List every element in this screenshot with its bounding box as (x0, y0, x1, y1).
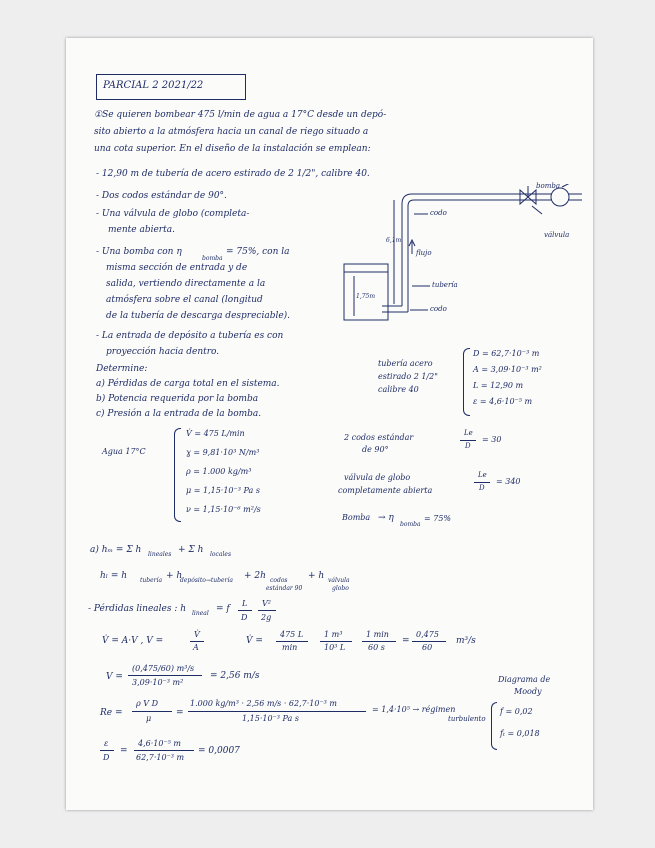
hl-term-deposito: depósito→tubería (180, 577, 233, 584)
diagram-valvula-label: válvula (544, 231, 570, 239)
perdidas-eq: = f (216, 604, 230, 614)
v-frac (128, 675, 202, 676)
perdidas-2g: 2g (261, 613, 272, 622)
valvula-label-1: válvula de globo (344, 473, 411, 482)
solution-a-lineales: lineales (148, 551, 172, 558)
problem-line-2: sito abierto a la atmósfera hacia un canal de riego situado a (94, 127, 369, 137)
flow-den4: 60 (422, 643, 433, 652)
flow-den1: min (282, 643, 298, 652)
diagram-codo-bottom-label: codo (430, 305, 447, 313)
hl-term-tuberia: tubería (140, 577, 163, 584)
valvula-fraction-line (474, 482, 490, 483)
item-bomba-eta-value: = 75%, con la (226, 247, 290, 257)
item-entrada: - La entrada de depósito a tubería es con (96, 331, 284, 341)
water-viscosity: μ = 1,15·10⁻³ Pa s (186, 486, 260, 495)
perdidas-L: L (242, 599, 248, 608)
re-num: ρ V D (136, 699, 158, 708)
valvula-value: = 340 (496, 477, 521, 486)
hl-term-codos-std: estándar 90 (266, 585, 303, 592)
problem-line-1: ①Se quieren bombear 475 l/min de agua a 17°C desde un depó- (94, 110, 387, 120)
diagram-height-label: 6,1m (386, 237, 402, 244)
re-den: μ (146, 714, 152, 723)
flow-num3: 1 min (366, 630, 389, 639)
eps-result: = 0,0007 (198, 746, 240, 756)
eps-frac (100, 750, 114, 751)
water-kinematic-viscosity: ν = 1,15·10⁻⁶ m²/s (186, 505, 261, 514)
pipe-label-1: tubería acero (378, 359, 433, 368)
flow-unit: m³/s (456, 636, 476, 646)
eps-frac2 (134, 750, 194, 751)
codos-label-2: de 90° (362, 445, 389, 454)
hl-term-plus3: + h (308, 571, 325, 581)
pump-circle (551, 188, 569, 206)
question-c: c) Presión a la entrada de la bomba. (96, 409, 262, 419)
item-entrada-cont: proyección hacia dentro. (106, 347, 220, 357)
perdidas-frac1 (238, 610, 252, 611)
hl-term-valvula: válvula (328, 577, 350, 584)
item-bomba: - Una bomba con η (96, 247, 182, 257)
pipe-label-3: calibre 40 (378, 385, 419, 394)
problem-line-3: una cota superior. En el diseño de la instalación se emplean: (94, 144, 371, 154)
pipe-label-2: estirado 2 1/2" (378, 372, 438, 381)
solution-a-line: a) hₘ = Σ h (90, 545, 142, 555)
flow-A: A (193, 643, 199, 652)
flow-frac2 (320, 641, 352, 642)
pipe-length: L = 12,90 m (473, 381, 524, 390)
v-num: (0,475/60) m³/s (132, 664, 195, 673)
perdidas-sub: lineal (192, 610, 209, 617)
flow-num1: 475 L (280, 630, 304, 639)
flow-V: V̇ (194, 630, 200, 639)
item-bomba-line5: de la tubería de descarga despreciable). (106, 311, 291, 321)
pipe-area: A = 3,09·10⁻³ m² (473, 365, 542, 374)
flow-den2: 10³ L (324, 643, 346, 652)
moody-f: f = 0,02 (500, 707, 533, 716)
item-tuberia: - 12,90 m de tubería de acero estirado de 2 1/2", calibre 40. (96, 169, 370, 179)
water-density: ρ = 1.000 kg/m³ (186, 467, 252, 476)
solution-a-locales: locales (210, 551, 232, 558)
hl-term-plus2: + 2h (244, 571, 266, 581)
re-result: = 1,4·10⁵ → régimen (372, 705, 456, 714)
pipe-roughness: ε = 4,6·10⁻⁵ m (473, 397, 533, 406)
valvula-den: D (479, 484, 485, 492)
perdidas-frac2 (258, 610, 276, 611)
codos-arrow-num: Le (464, 429, 473, 437)
moody-brace (491, 702, 497, 750)
eps-num: ε (104, 739, 109, 748)
item-bomba-eta-sub: bomba (202, 255, 223, 262)
re-regimen: turbulento (448, 715, 486, 723)
bomba-eff-value: = 75% (424, 514, 452, 523)
re-num2: 1.000 kg/m³ · 2,56 m/s · 62,7·10⁻³ m (190, 699, 337, 708)
perdidas-label: - Pérdidas lineales : h (88, 604, 187, 614)
v-result: = 2,56 m/s (210, 671, 260, 681)
diagram-depth-label: 1,75m (356, 293, 376, 300)
eps-den: D (103, 753, 110, 762)
codos-value: = 30 (482, 435, 502, 444)
moody-ft: fₜ = 0,018 (500, 729, 540, 738)
flow-num2: 1 m³ (324, 630, 343, 639)
notebook-page (66, 38, 593, 810)
hl-term-codos: codos (270, 577, 288, 584)
codos-fraction-line (460, 440, 476, 441)
question-a: a) Pérdidas de carga total en el sistema. (96, 379, 280, 389)
perdidas-v2: V² (262, 599, 271, 608)
moody-label-2: Moody (514, 687, 542, 696)
flow-frac4 (412, 641, 446, 642)
question-b: b) Potencia requerida por la bomba (96, 394, 259, 404)
bomba-eff-sub: bomba (400, 521, 421, 528)
eps-num2: 4,6·10⁻⁵ m (138, 739, 182, 748)
flow-eq1: V̇ = A·V , V = (102, 636, 164, 646)
re-label: Re = (100, 708, 123, 718)
flow-frac0 (190, 641, 204, 642)
item-valvula: - Una válvula de globo (completa- (96, 209, 250, 219)
bomba-eff-label: Bomba (342, 513, 371, 522)
hl-line: hₗ = h (100, 571, 128, 581)
re-frac2 (188, 711, 366, 712)
eps-den2: 62,7·10⁻³ m (136, 753, 185, 762)
item-bomba-line3: salida, vertiendo directamente a la (106, 279, 266, 289)
v-den: 3,09·10⁻³ m² (132, 678, 184, 687)
eps-eq: = (120, 746, 128, 756)
page-title: PARCIAL 2 2021/22 (103, 80, 204, 91)
re-frac (132, 711, 172, 712)
determine-label: Determine: (96, 364, 148, 374)
diagram-flujo-label: flujo (416, 249, 432, 257)
codos-den: D (465, 442, 471, 450)
pipe-diameter: D = 62,7·10⁻³ m (473, 349, 540, 358)
pump-system-diagram (342, 184, 582, 334)
re-eq: = (176, 708, 184, 718)
flow-num4: 0,475 (416, 630, 439, 639)
diagram-bomba-label: bomba (536, 182, 560, 190)
water-label: Agua 17°C (102, 447, 146, 456)
flow-den3: 60 s (368, 643, 385, 652)
v-eq: V = (106, 672, 123, 682)
bomba-eff-arrow: → η (378, 513, 394, 523)
water-brace (174, 428, 181, 522)
item-codos: - Dos codos estándar de 90°. (96, 191, 227, 201)
moody-label-1: Diagrama de (498, 675, 551, 684)
flow-eq2: V̇ = (246, 636, 263, 646)
item-valvula-cont: mente abierta. (108, 225, 175, 235)
flow-frac1 (276, 641, 308, 642)
diagram-tuberia-label: tubería (432, 281, 458, 289)
item-bomba-line4: atmósfera sobre el canal (longitud (106, 295, 263, 305)
hl-term-plus1: + h (166, 571, 183, 581)
item-bomba-line2: misma sección de entrada y de (106, 263, 248, 273)
pipe-brace (463, 348, 470, 416)
valvula-num: Le (478, 471, 487, 479)
flow-eq-sign: = (402, 636, 410, 646)
water-specific-weight: ɣ = 9,81·10³ N/m³ (186, 448, 260, 457)
hl-term-globo: globo (332, 585, 349, 592)
perdidas-D: D (241, 613, 248, 622)
water-flow: V̇ = 475 L/min (186, 429, 245, 438)
flow-frac3 (362, 641, 396, 642)
diagram-codo-top-label: codo (430, 209, 447, 217)
valvula-label-2: completamente abierta (338, 486, 433, 495)
solution-a-plus: + Σ h (178, 545, 204, 555)
codos-label-1: 2 codos estándar (344, 433, 414, 442)
re-den2: 1,15·10⁻³ Pa s (242, 714, 299, 723)
